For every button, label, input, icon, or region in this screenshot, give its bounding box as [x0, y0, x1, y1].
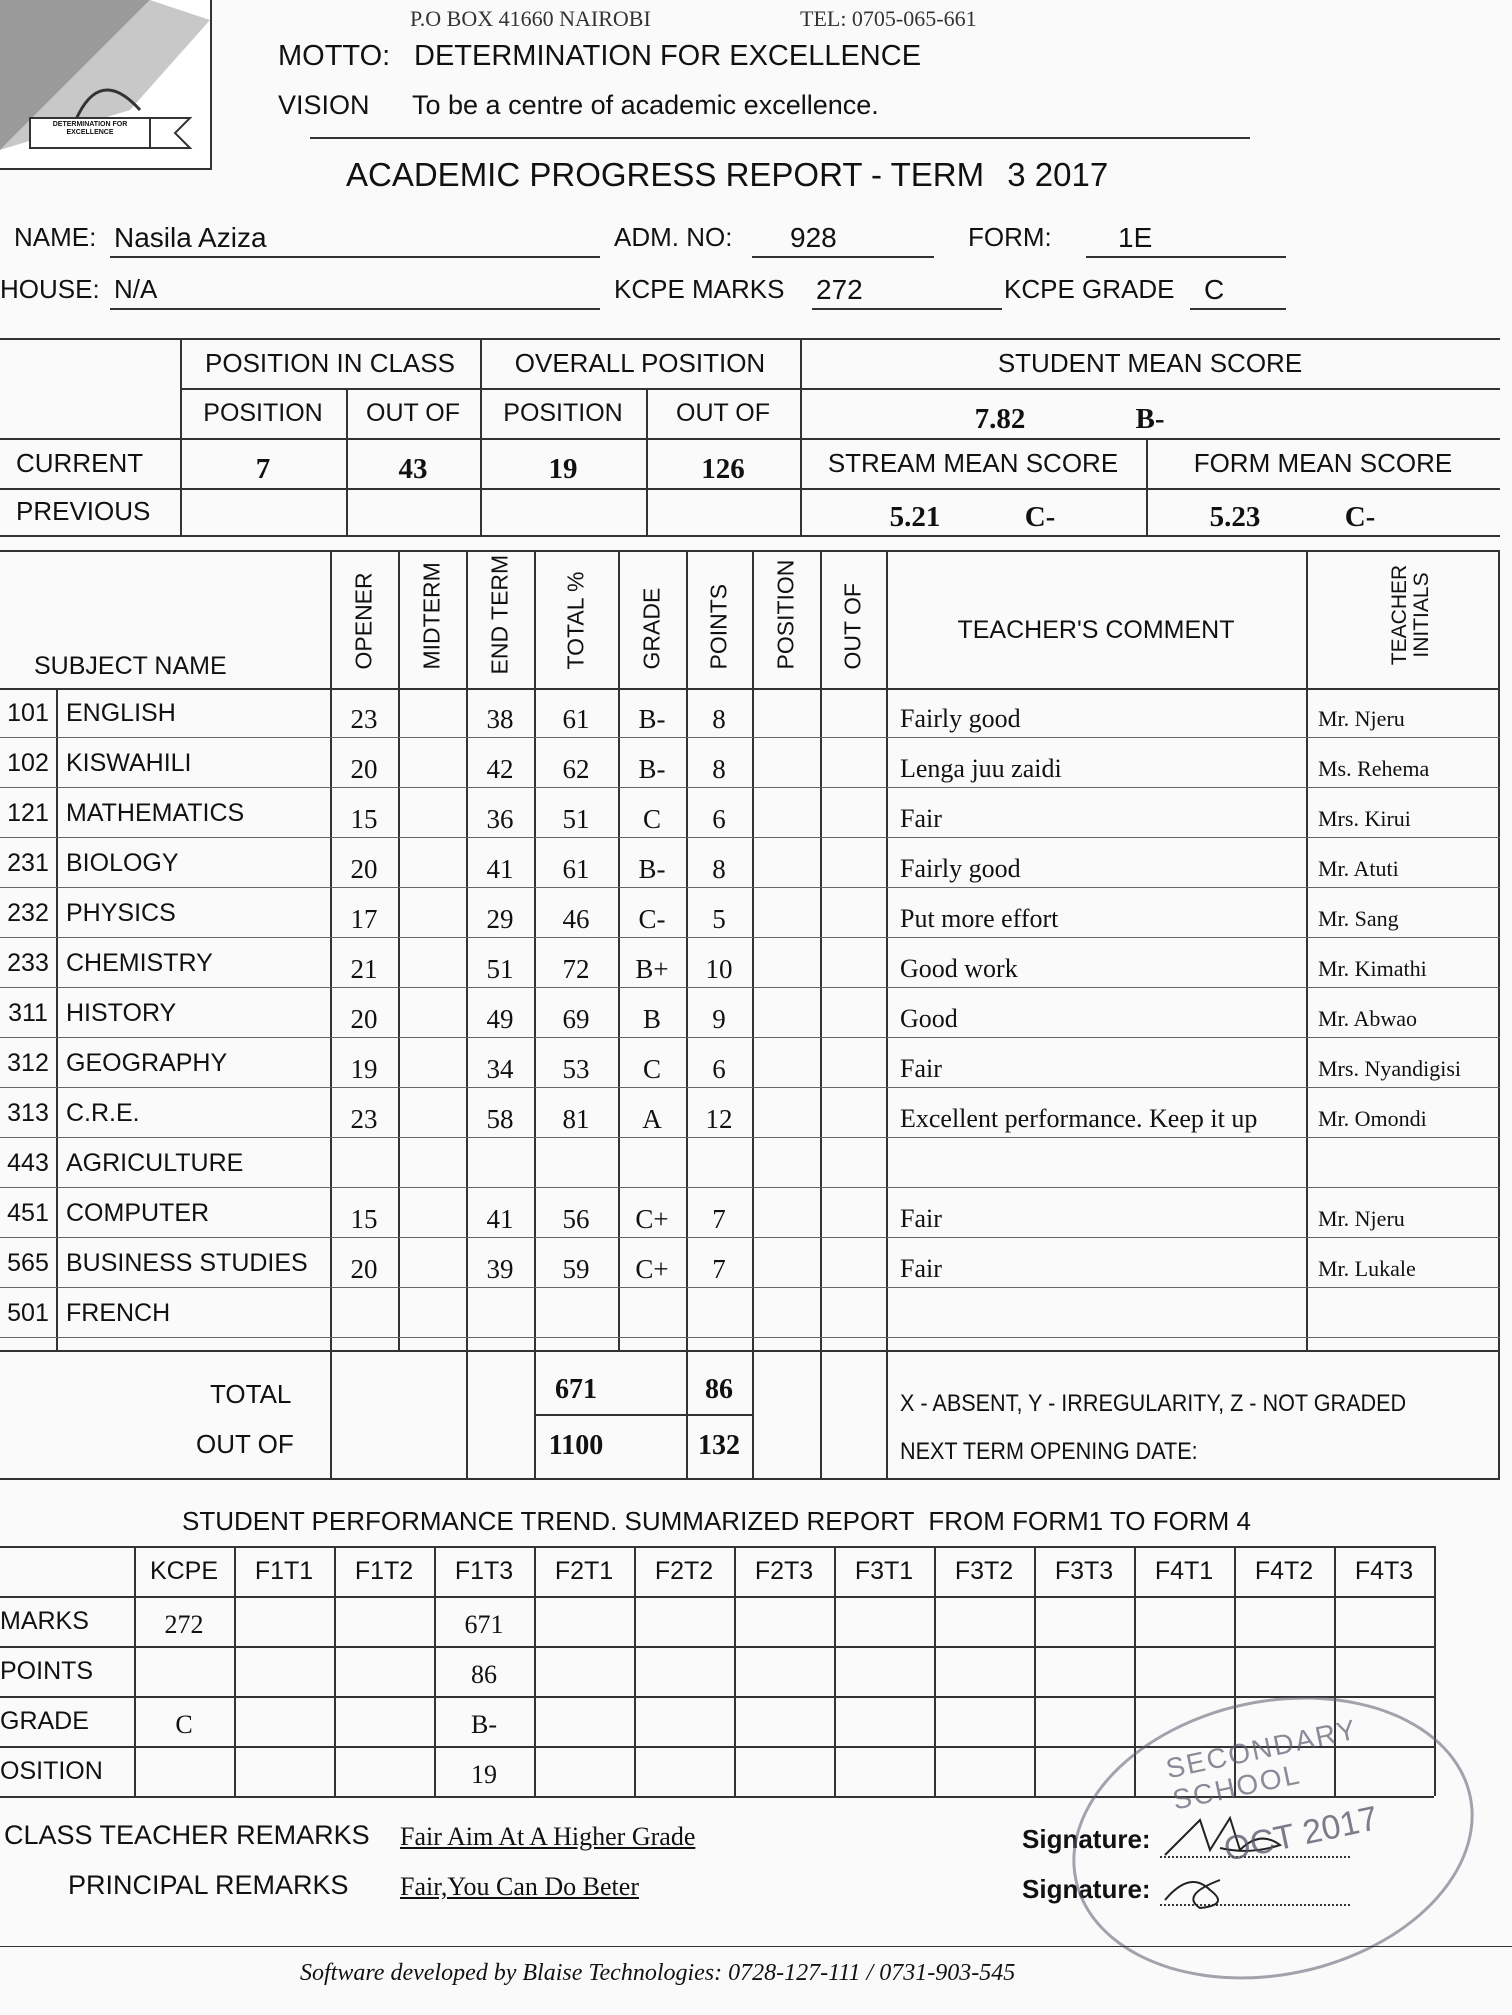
subject-end: 36 [486, 803, 514, 834]
subject-end: 34 [486, 1053, 514, 1084]
subject-mid [398, 1194, 466, 1244]
opener-header: OPENER [350, 572, 377, 670]
subject-grade [618, 1294, 686, 1344]
student-mean-score: 7.82 [974, 402, 1026, 435]
table-row [0, 888, 1500, 938]
student-name: Nasila Aziza [114, 222, 267, 253]
subjects-table [0, 550, 1512, 1480]
table-row [0, 838, 1500, 888]
house-value: N/A [114, 274, 158, 304]
subject-name: FRENCH [66, 1298, 171, 1327]
trend-cell [1134, 1600, 1234, 1650]
position-table [0, 338, 1512, 538]
teacher-comment: Fairly good [900, 854, 1021, 883]
trend-column-header: F2T3 [754, 1556, 814, 1585]
subject-total: 81 [562, 1103, 590, 1134]
subject-name: CHEMISTRY [66, 948, 213, 977]
trend-cell [334, 1600, 434, 1650]
subject-points: 9 [712, 1003, 726, 1034]
trend-column-header: KCPE [149, 1556, 219, 1585]
trend-column-header: F4T2 [1254, 1556, 1314, 1585]
subject-mid [398, 694, 466, 744]
trend-cell [334, 1700, 434, 1750]
teachers-comment-header: TEACHER'S COMMENT [957, 615, 1235, 644]
current-overall-out-of: 126 [701, 452, 745, 485]
subject-total: 69 [562, 1003, 590, 1034]
table-row [0, 1288, 1500, 1338]
form-value: 1E [1118, 222, 1153, 253]
trend-column-header: F4T3 [1354, 1556, 1414, 1585]
table-row [0, 1038, 1500, 1088]
subject-opener: 21 [350, 953, 378, 984]
class-teacher-signature-label: Signature: [1022, 1824, 1151, 1854]
trend-cell [1234, 1650, 1334, 1700]
subject-end: 29 [486, 903, 514, 934]
table-row [0, 738, 1500, 788]
teacher-initials-header [1356, 560, 1466, 670]
teacher-comment [900, 1144, 1304, 1194]
trend-cell [634, 1600, 734, 1650]
stream-mean-score: 5.21 [889, 501, 941, 533]
school-tel: TEL: 0705-065-661 [800, 6, 977, 31]
trend-cell [1334, 1650, 1434, 1700]
subject-opener: 15 [350, 803, 378, 834]
vision-underline [310, 137, 1250, 139]
teacher-initials: Mr. Omondi [1318, 1106, 1427, 1131]
teacher-comment: Fair [900, 1254, 942, 1283]
trend-cell [1334, 1600, 1434, 1650]
total-label: TOTAL [210, 1378, 292, 1409]
subject-grade: B- [638, 753, 666, 784]
teacher-initials: Mr. Sang [1318, 906, 1399, 931]
trend-cell [1034, 1650, 1134, 1700]
trend-cell [234, 1700, 334, 1750]
subject-name: BIOLOGY [66, 848, 179, 877]
logo-text: DETERMINATION FOR EXCELLENCE [52, 121, 128, 136]
footer-rule [0, 1946, 1512, 1947]
teacher-initials: Mr. Kimathi [1318, 956, 1427, 981]
subject-opener [330, 1294, 398, 1344]
trend-column-header: F1T3 [454, 1556, 514, 1585]
subject-opener: 17 [350, 903, 378, 934]
subject-mid [398, 1094, 466, 1144]
subject-opener [330, 1144, 398, 1194]
subject-points [686, 1144, 752, 1194]
trend-cell [234, 1600, 334, 1650]
adm-label: ADM. NO: [614, 222, 733, 252]
trend-cell [234, 1750, 334, 1800]
trend-cell [534, 1750, 634, 1800]
trend-cell [534, 1700, 634, 1750]
overall-out-of-col: OUT OF [676, 398, 770, 427]
subject-grade [618, 1144, 686, 1194]
trend-cell [234, 1650, 334, 1700]
subject-code: 233 [7, 948, 49, 977]
kcpe-marks-label: KCPE MARKS [614, 274, 785, 304]
trend-cell [734, 1750, 834, 1800]
subject-end: 49 [486, 1003, 514, 1034]
previous-label: PREVIOUS [16, 496, 151, 526]
teacher-comment: Fair [900, 1204, 942, 1233]
current-label: CURRENT [16, 447, 144, 478]
table-row [0, 988, 1500, 1038]
name-underline [110, 256, 600, 258]
end-term-header: END TERM [486, 554, 513, 675]
subject-total: 51 [562, 803, 590, 834]
subject-grade: C [642, 1053, 661, 1084]
trend-row-label: OSITION [0, 1756, 103, 1785]
kcpe-marks: 272 [816, 274, 863, 305]
subject-grade: C+ [635, 1203, 669, 1234]
subject-mid [398, 844, 466, 894]
teacher-initials: Mr. Njeru [1318, 1206, 1405, 1231]
kcpe-grade: C [1204, 274, 1225, 305]
subject-name: ENGLISH [66, 698, 176, 727]
grid-line [0, 1596, 1434, 1598]
class-teacher-remarks-label: CLASS TEACHER REMARKS [4, 1820, 370, 1850]
teacher-initials: Mrs. Nyandigisi [1318, 1056, 1461, 1081]
footer: Software developed by Blaise Technologies: 0728-127-111 / 0731-903-545 [300, 1960, 1016, 1986]
trend-column-header: F1T1 [254, 1556, 314, 1585]
trend-cell [934, 1600, 1034, 1650]
trend-cell [134, 1650, 234, 1700]
table-row [0, 1188, 1500, 1238]
subject-name-header: SUBJECT NAME [34, 651, 227, 680]
kcpe-grade-underline [1190, 308, 1286, 310]
current-class-position: 7 [255, 452, 271, 485]
trend-cell [1034, 1600, 1134, 1650]
total-points: 86 [705, 1374, 733, 1405]
trend-cell [934, 1700, 1034, 1750]
teacher-initials: Ms. Rehema [1318, 756, 1430, 781]
subject-code: 231 [7, 848, 49, 877]
trend-cell [634, 1750, 734, 1800]
trend-cell [734, 1650, 834, 1700]
subject-end [466, 1294, 534, 1344]
trend-cell [934, 1650, 1034, 1700]
trend-row-label: GRADE [0, 1706, 89, 1735]
subject-name: AGRICULTURE [66, 1148, 244, 1177]
class-position-col: POSITION [203, 398, 323, 427]
subject-points: 7 [712, 1253, 726, 1284]
subject-total: 53 [562, 1053, 590, 1084]
teacher-comment [900, 1294, 1304, 1344]
teacher-initials: Mrs. Kirui [1318, 806, 1411, 831]
trend-cell: 671 [464, 1610, 504, 1639]
trend-column-header: F2T1 [554, 1556, 614, 1585]
grade-header: GRADE [638, 587, 665, 670]
teacher-comment: Good work [900, 954, 1018, 983]
subject-end: 51 [486, 953, 514, 984]
subject-mid [398, 894, 466, 944]
subject-end: 38 [486, 703, 514, 734]
subject-opener: 23 [350, 1103, 378, 1134]
report-title [346, 156, 1108, 194]
trend-row-label: POINTS [0, 1656, 94, 1685]
subject-points: 7 [712, 1203, 726, 1234]
subject-code: 232 [7, 898, 49, 927]
teacher-comment: Lenga juu zaidi [900, 754, 1062, 783]
trend-column-header: F3T2 [954, 1556, 1014, 1585]
subject-code: 313 [7, 1098, 49, 1127]
total-marks: 671 [555, 1374, 597, 1405]
teacher-initials: Mr. Atuti [1318, 856, 1399, 881]
kcpe-marks-underline [812, 308, 1002, 310]
stream-mean-grade: C- [1024, 501, 1056, 533]
teacher-comment: Fair [900, 1054, 942, 1083]
subject-code: 501 [7, 1298, 49, 1327]
trend-cell: 272 [164, 1610, 204, 1639]
trend-cell [1034, 1700, 1134, 1750]
subject-opener: 20 [350, 1253, 378, 1284]
subject-points: 12 [705, 1103, 733, 1134]
subject-name: KISWAHILI [66, 748, 192, 777]
subject-points: 6 [712, 803, 726, 834]
report-term: 3 2017 [1007, 156, 1109, 193]
subject-total [534, 1144, 618, 1194]
midterm-header: MIDTERM [418, 562, 445, 670]
subject-points: 8 [712, 703, 726, 734]
trend-column-header: F2T2 [654, 1556, 714, 1585]
trend-cell [934, 1750, 1034, 1800]
trend-column-header: F4T1 [1154, 1556, 1214, 1585]
points-header: POINTS [705, 583, 732, 670]
adm-number: 928 [790, 222, 837, 253]
trend-cell [634, 1700, 734, 1750]
subject-total: 72 [562, 953, 590, 984]
subject-mid [398, 944, 466, 994]
subject-end [466, 1144, 534, 1194]
subject-total: 62 [562, 753, 590, 784]
house-underline [110, 308, 600, 310]
subject-code: 451 [7, 1198, 49, 1227]
next-term-opening-date: NEXT TERM OPENING DATE: [900, 1438, 1198, 1465]
trend-cell [734, 1600, 834, 1650]
logo [0, 0, 212, 170]
subject-name: MATHEMATICS [66, 798, 245, 827]
trend-cell: 19 [471, 1760, 497, 1789]
subject-end: 39 [486, 1253, 514, 1284]
stamp-text: SECONDARY SCHOOL [1163, 1713, 1360, 1816]
student-mean-header: STUDENT MEAN SCORE [997, 347, 1303, 378]
trend-cell [834, 1650, 934, 1700]
subject-grade: B [642, 1003, 661, 1034]
subject-total: 61 [562, 703, 590, 734]
teacher-comment: Put more effort [900, 904, 1059, 933]
stream-mean-header: STREAM MEAN SCORE [827, 447, 1119, 478]
out-of-marks: 1100 [548, 1430, 604, 1461]
trend-cell [334, 1750, 434, 1800]
table-row [0, 688, 1500, 738]
out-of-header: OUT OF [839, 583, 866, 670]
current-class-out-of: 43 [398, 452, 428, 485]
student-mean-grade: B- [1135, 402, 1165, 435]
subject-grade: B+ [635, 953, 669, 984]
subject-code: 121 [7, 798, 49, 827]
teacher-initials: Mr. Njeru [1318, 706, 1405, 731]
overall-position-col: POSITION [503, 398, 623, 427]
subject-mid [398, 994, 466, 1044]
adm-underline [752, 256, 934, 258]
table-row [0, 938, 1500, 988]
trend-title: STUDENT PERFORMANCE TREND. SUMMARIZED REPORT FROM FORM1 TO FORM 4 [182, 1506, 1251, 1536]
school-address: P.O BOX 41660 NAIROBI [410, 6, 651, 31]
subject-points: 5 [712, 903, 726, 934]
teacher-comment: Good [900, 1004, 958, 1033]
subject-end: 58 [486, 1103, 514, 1134]
subject-mid [398, 794, 466, 844]
subject-name: GEOGRAPHY [66, 1048, 228, 1077]
subject-code: 101 [7, 698, 49, 727]
subject-opener: 20 [350, 753, 378, 784]
table-row [0, 1238, 1500, 1288]
trend-cell [834, 1600, 934, 1650]
subject-grade: C+ [635, 1253, 669, 1284]
subject-opener: 20 [350, 853, 378, 884]
subject-code: 311 [8, 998, 48, 1027]
house-label: HOUSE: [0, 274, 100, 304]
trend-cell: B- [471, 1710, 497, 1739]
stamp-date: OCT 2017 [1220, 1799, 1382, 1869]
report-title-text: ACADEMIC PROGRESS REPORT - TERM [346, 156, 985, 193]
trend-cell [534, 1600, 634, 1650]
vision-label: VISION [278, 90, 370, 120]
teacher-comment: Excellent performance. Keep it up [900, 1104, 1258, 1133]
trend-cell [334, 1650, 434, 1700]
current-overall-position: 19 [548, 452, 578, 485]
subject-mid [398, 1294, 466, 1344]
subject-code: 312 [7, 1048, 49, 1077]
trend-cell [1134, 1650, 1234, 1700]
form-label: FORM: [968, 222, 1052, 252]
subject-points: 10 [705, 953, 733, 984]
table-row [0, 1138, 1500, 1188]
subject-total [534, 1294, 618, 1344]
form-mean-score: 5.23 [1209, 501, 1261, 533]
subject-name: C.R.E. [66, 1098, 140, 1127]
subject-points [686, 1294, 752, 1344]
out-of-label: OUT OF [196, 1428, 294, 1459]
teacher-initials: Mr. Abwao [1318, 1006, 1417, 1031]
subject-mid [398, 744, 466, 794]
trend-cell: 86 [471, 1660, 497, 1689]
subject-total: 61 [562, 853, 590, 884]
form-mean-grade: C- [1344, 501, 1376, 533]
subject-name: COMPUTER [66, 1198, 210, 1227]
position-header: POSITION [772, 559, 799, 670]
principal-signature-label: Signature: [1022, 1874, 1151, 1904]
out-of-points: 132 [698, 1430, 740, 1461]
name-label: NAME: [14, 222, 97, 252]
trend-cell: C [175, 1710, 193, 1739]
overall-position-header: OVERALL POSITION [514, 347, 766, 378]
subject-grade: C [642, 803, 661, 834]
subject-end: 41 [486, 853, 514, 884]
motto-label: MOTTO: [278, 40, 391, 72]
teacher-comment: Fairly good [900, 704, 1021, 733]
subject-grade: B- [638, 703, 666, 734]
class-out-of-col: OUT OF [366, 398, 460, 427]
trend-cell [834, 1700, 934, 1750]
teacher-initials-text: TEACHER INITIALS [1388, 564, 1433, 666]
trend-cell [1234, 1600, 1334, 1650]
grading-key: X - ABSENT, Y - IRREGULARITY, Z - NOT GRADED [900, 1390, 1407, 1417]
class-teacher-remarks: Fair Aim At A Higher Grade [400, 1822, 696, 1851]
teacher-initials: Mr. Lukale [1318, 1256, 1416, 1281]
trend-row-label: MARKS [0, 1606, 89, 1635]
table-row [0, 1088, 1500, 1138]
subject-opener: 19 [350, 1053, 378, 1084]
subject-opener: 23 [350, 703, 378, 734]
subject-name: PHYSICS [66, 898, 176, 927]
trend-column-header: F1T2 [354, 1556, 414, 1585]
subject-name: HISTORY [66, 998, 177, 1027]
principal-remarks-label: PRINCIPAL REMARKS [68, 1870, 349, 1900]
subject-total: 46 [562, 903, 590, 934]
trend-cell [134, 1750, 234, 1800]
subject-total: 56 [562, 1203, 590, 1234]
subject-code: 443 [7, 1148, 49, 1177]
trend-column-header: F3T1 [854, 1556, 914, 1585]
subject-mid [398, 1144, 466, 1194]
principal-remarks: Fair,You Can Do Beter [400, 1872, 639, 1901]
subject-code: 102 [7, 748, 49, 777]
subject-opener: 15 [350, 1203, 378, 1234]
subject-end: 41 [486, 1203, 514, 1234]
subject-points: 6 [712, 1053, 726, 1084]
total-header: TOTAL % [562, 571, 589, 670]
trend-column-header: F3T3 [1054, 1556, 1114, 1585]
subject-code: 565 [7, 1248, 49, 1277]
subject-grade: B- [638, 853, 666, 884]
subject-points: 8 [712, 753, 726, 784]
table-row [0, 788, 1500, 838]
form-mean-header: FORM MEAN SCORE [1193, 447, 1453, 478]
subject-end: 42 [486, 753, 514, 784]
trend-cell [634, 1650, 734, 1700]
subject-grade: C- [638, 903, 666, 934]
motto: DETERMINATION FOR EXCELLENCE [414, 40, 922, 72]
subject-mid [398, 1044, 466, 1094]
subject-points: 8 [712, 853, 726, 884]
trend-cell [834, 1750, 934, 1800]
position-in-class-header: POSITION IN CLASS [205, 347, 455, 378]
subject-mid [398, 1244, 466, 1294]
form-underline [1086, 256, 1286, 258]
subject-opener: 20 [350, 1003, 378, 1034]
kcpe-grade-label: KCPE GRADE [1004, 274, 1175, 304]
subject-total: 59 [562, 1253, 590, 1284]
trend-cell [534, 1650, 634, 1700]
trend-cell [734, 1700, 834, 1750]
vision: To be a centre of academic excellence. [412, 90, 879, 120]
teacher-comment: Fair [900, 804, 942, 833]
subject-grade: A [642, 1103, 662, 1134]
subject-name: BUSINESS STUDIES [66, 1248, 308, 1277]
